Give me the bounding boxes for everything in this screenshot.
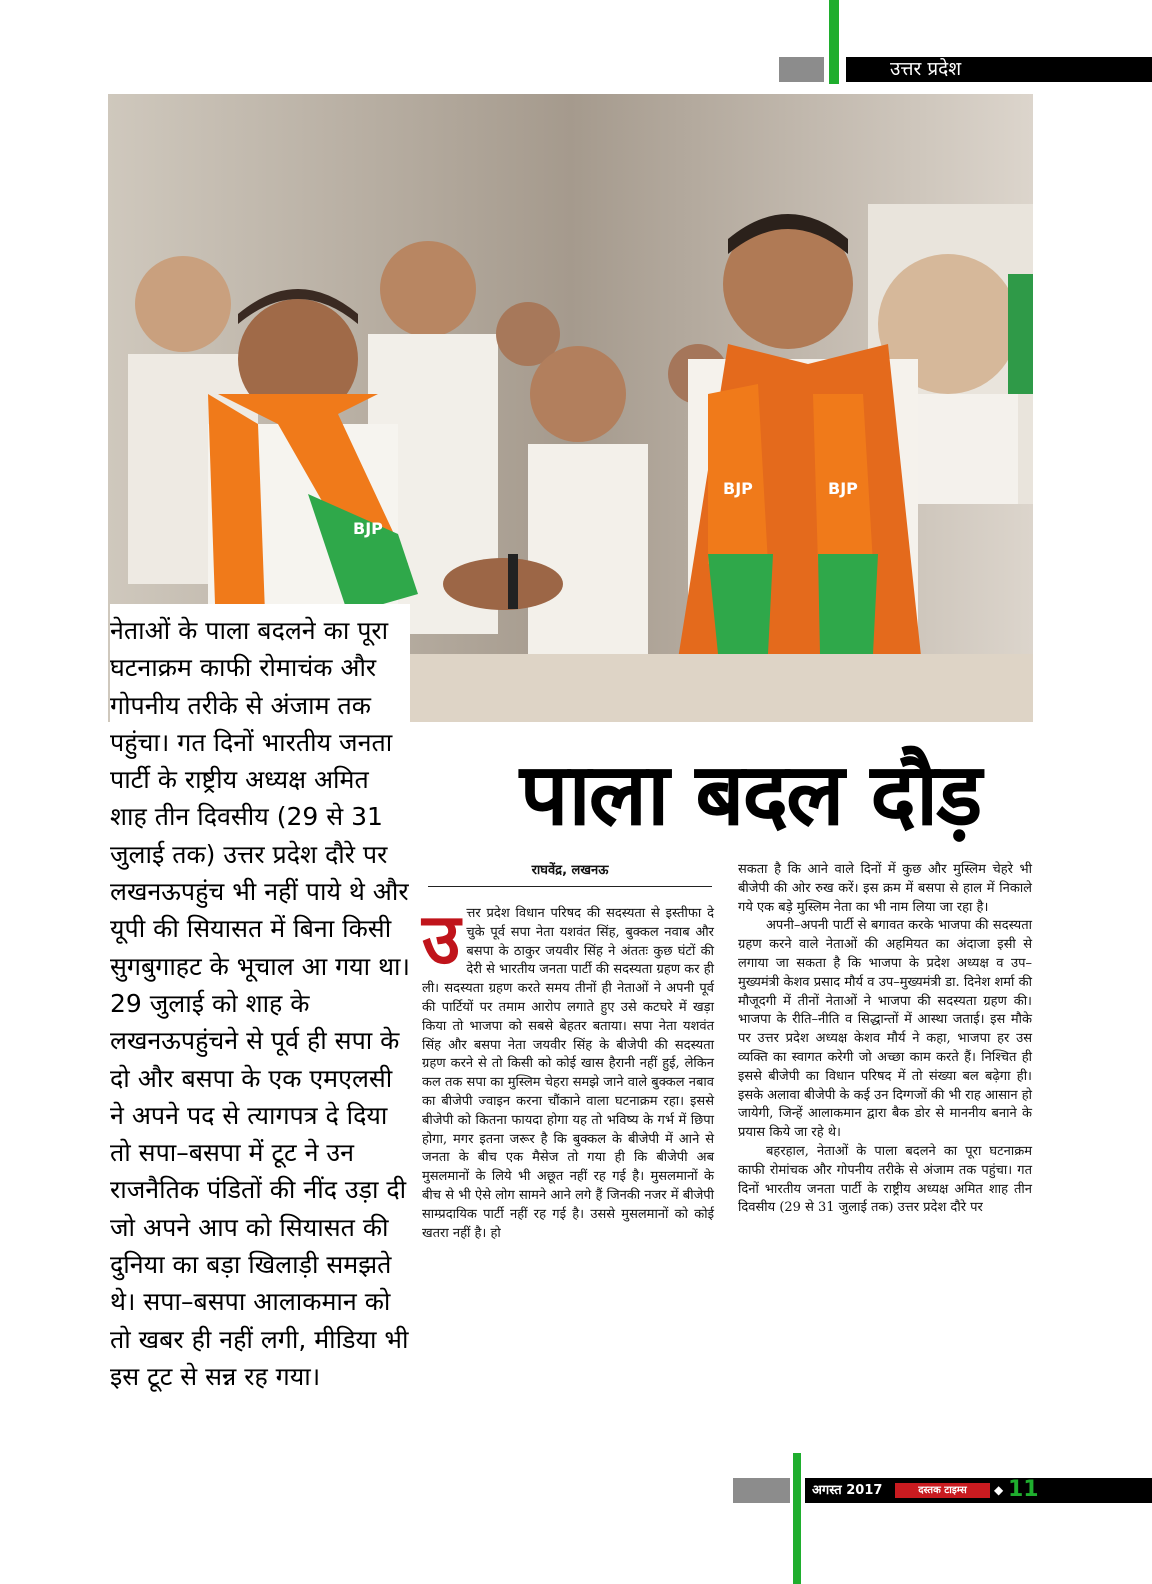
accent-bar-top — [829, 0, 839, 84]
section-label: उत्तर प्रदेश — [890, 58, 962, 80]
byline: राघवेंद्र, लखनऊ — [428, 860, 712, 887]
scarf-logo-text: BJP — [353, 519, 383, 538]
article-headline: पाला बदल दौड़ — [519, 745, 981, 845]
header-grey-block — [779, 57, 824, 82]
issue-date: अगस्त 2017 — [812, 1483, 883, 1498]
paragraph: सकता है कि आने वाले दिनों में कुछ और मुस्लिम चेहरे भी बीजेपी की ओर रुख करें। इस क्रम में बसपा से हाल में निकाले गये एक बड़े मुस्लिम नेता का भी नाम लिया जा रहा है। — [738, 862, 1032, 915]
paragraph: अपनी–अपनी पार्टी से बगावत करके भाजपा की सदस्यता ग्रहण करने वाले नेताओं की अहमियत का अंदाजा इसी से लगाया जा सकता है कि भाजपा के प्रदेश अध्यक्ष व उप–मुख्यमंत्री केशव प्रसाद मौर्य व उप–मुख्यमंत्री डा. दिनेश शर्मा की मौजूदगी में तीनों नेताओं ने भाजपा की सदस्यता ग्रहण की। भाजपा के रीति–नीति व सिद्धान्तों में आस्था जताई। इस मौके पर उत्तर प्रदेश अध्यक्ष केशव मौर्य ने कहा, भाजपा हर उस व्यक्ति का स्वागत करेगी जो अच्छा काम करते हैं। निश्चित ही इससे बीजेपी का विधान परिषद में तो संख्या बल बढ़ेगा ही। इसके अलावा बीजेपी के कई उन दिग्गजों की भी राह आसान हो जायेगी, जिन्हें आलाकमान द्वारा बैक डोर से माननीय बनाने के प्रयास किये जा रहे थे। — [738, 918, 1032, 1141]
paragraph: बहरहाल, नेताओं के पाला बदलने का पूरा घटनाक्रम काफी रोमांचक और गोपनीय तरीके से अंजाम तक पहुंचा। गत दिनों भारतीय जनता पार्टी के राष्ट्रीय अध्यक्ष अमित शाह तीन दिवसीय (29 से 31 जुलाई तक) उत्तर प्रदेश दौरे पर — [738, 1143, 1032, 1216]
scarf-logo-text: BJP — [723, 479, 753, 498]
scarf-logo-text: BJP — [828, 479, 858, 498]
publication-logo: दस्तक टाइम्स — [895, 1483, 990, 1498]
column-1-text: त्तर प्रदेश विधान परिषद की सदस्यता से इस्तीफा दे चुके पूर्व सपा नेता यशवंत सिंह, बुक्कल नवाब और बसपा के ठाकुर जयवीर सिंह ने अंततः कुछ घंटों की देरी से भारतीय जनता पार्टी की सदस्यता ग्रहण कर ही ली। सदस्यता ग्रहण करते समय तीनों ही नेताओं ने अपनी पूर्व की पार्टियों पर तमाम आरोप लगाते हुए उसे कटघरे में खड़ा किया तो भाजपा को सबसे बेहतर बताया। सपा नेता यशवंत सिंह और बसपा नेता जयवीर सिंह के बीजेपी की सदस्यता ग्रहण करने से तो किसी को कोई खास हैरानी नहीं हुई, लेकिन कल तक सपा का मुस्लिम चेहरा समझे जाने वाले बुक्कल नबाव का बीजेपी ज्वाइन करना चौंकाने वाला घटनाक्रम रहा। इससे बीजेपी को कितना फायदा होगा यह तो भविष्य के गर्भ में छिपा होगा, मगर इतना जरूर है कि बुक्कल के बीजेपी में आने से जनता के बीच एक मैसेज तो गया ही कि बीजेपी अब मुसलमानों के लिये भी अछूत नहीं रह गई है। मुसलमानों के बीच से भी ऐसे लोग सामने आने लगे हैं जिनकी नजर में बीजेपी साम्प्रदायिक पार्टी नहीं रह गई है। उससे मुसलमानों को कोई खतरा नहीं है। हो — [422, 906, 715, 1241]
article-column-1 — [422, 898, 715, 1243]
page-number: 11 — [1008, 1477, 1039, 1502]
diamond-icon: ◆ — [994, 1483, 1004, 1497]
accent-bar-bottom — [793, 1453, 801, 1584]
drop-cap: उ — [422, 898, 461, 980]
footer-grey-block — [733, 1478, 790, 1503]
pull-quote: नेताओं के पाला बदलने का पूरा घटनाक्रम काफी रोमाचंक और गोपनीय तरीके से अंजाम तक पहुंचा। गत दिनों भारतीय जनता पार्टी के राष्ट्रीय अध्यक्ष अमित शाह तीन दिवसीय (29 से 31 जुलाई तक) उत्तर प्रदेश दौरे पर लखनऊपहुंच भी नहीं पाये थे और यूपी की सियासत में बिना किसी सुगबुगाहट के भूचाल आ गया था। 29 जुलाई को शाह के लखनऊपहुंचने से पूर्व ही सपा के दो और बसपा के एक एमएलसी ने अपने पद से त्यागपत्र दे दिया तो सपा–बसपा में टूट ने उन राजनैतिक पंडितों की नींद उड़ा दी जो अपने आप को सियासत की दुनिया का बड़ा खिलाड़ी समझते थे। सपा–बसपा आलाकमान को तो खबर ही नहीं लगी, मीडिया भी इस टूट से सन्न रह गया। — [110, 604, 410, 1395]
article-column-2 — [738, 861, 1032, 1218]
